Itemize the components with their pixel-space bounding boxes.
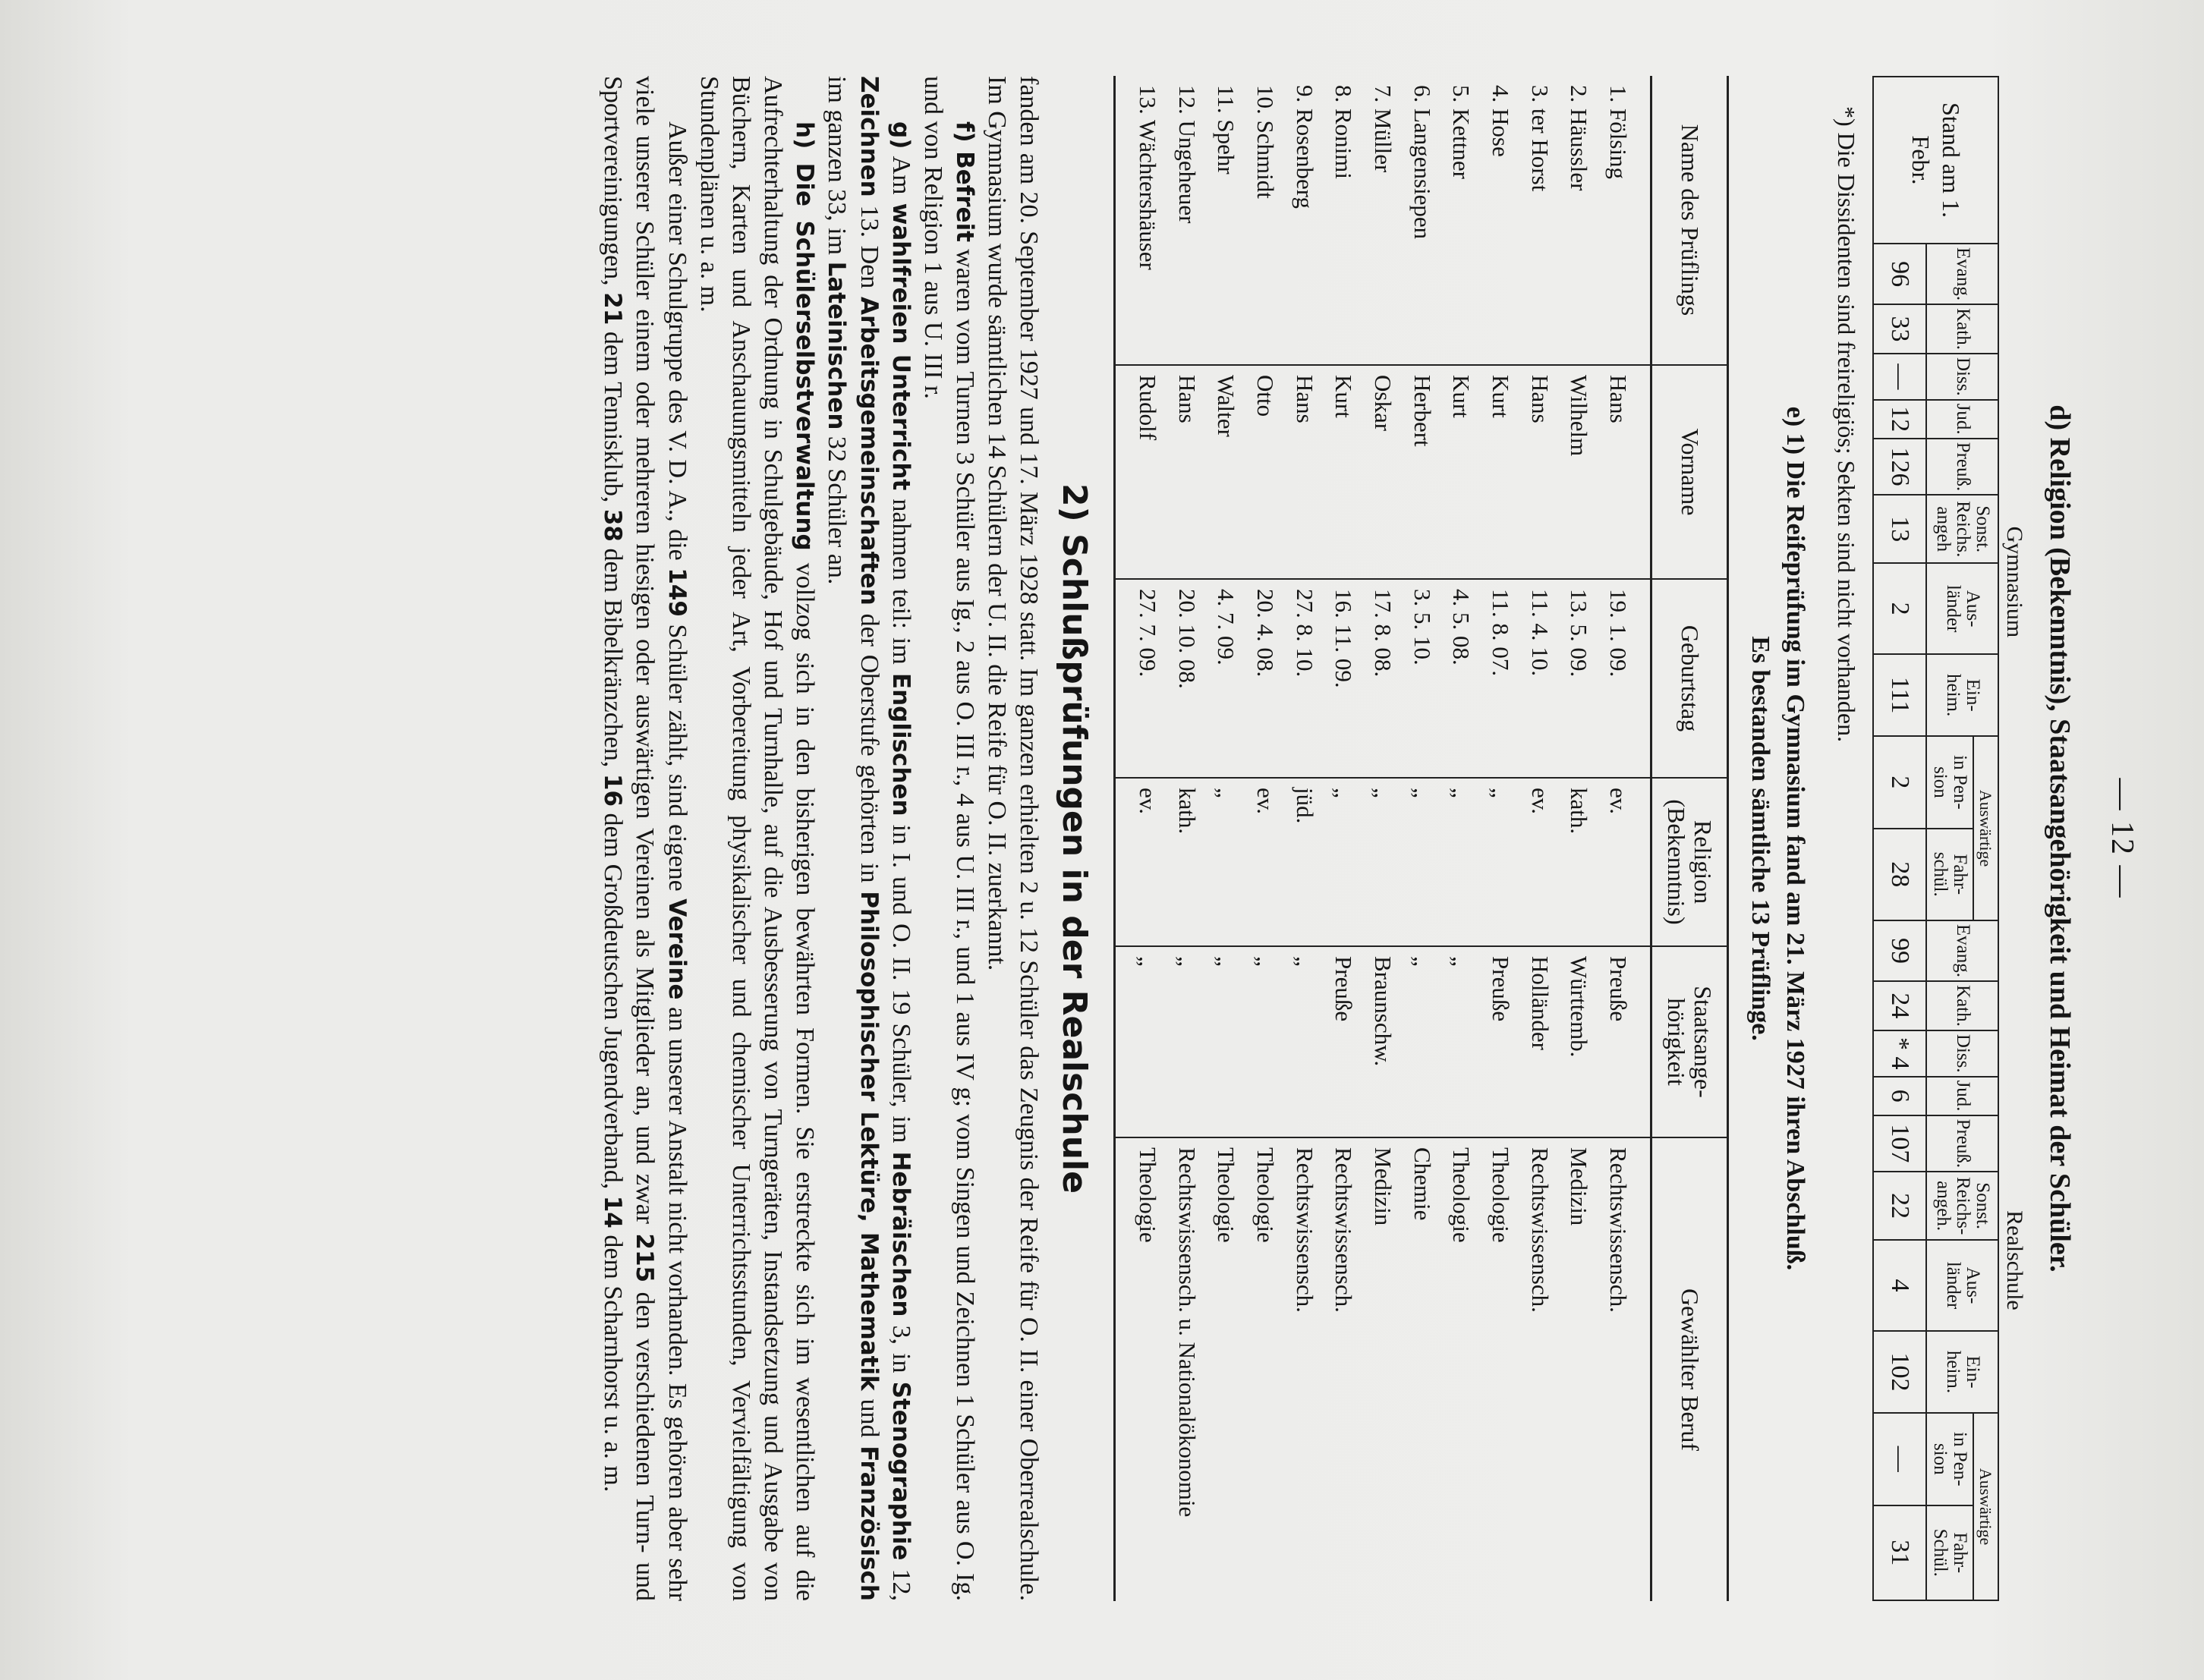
cell-religion: „ bbox=[1363, 778, 1403, 946]
religion-header-row bbox=[1973, 77, 1998, 1600]
real-value: 22 bbox=[1873, 1172, 1926, 1240]
table-row bbox=[1520, 76, 1560, 1601]
section-g-text: 3, in bbox=[886, 1317, 915, 1382]
gym-value: 126 bbox=[1873, 439, 1926, 496]
vereine-count: 215 bbox=[631, 1233, 659, 1283]
cell-vorname: Hans bbox=[1598, 365, 1651, 579]
cell-beruf: Medizin bbox=[1370, 1147, 1397, 1226]
cell-vorname: Oskar bbox=[1363, 365, 1403, 579]
cell-religion: „ bbox=[1403, 778, 1442, 946]
cell-religion: „ bbox=[1324, 778, 1364, 946]
cell-name: 13. Wächtershäuser bbox=[1115, 76, 1167, 365]
section-g-text: Am bbox=[886, 149, 915, 203]
gym-auswaertige-label: Auswärtige bbox=[1973, 736, 1998, 920]
cell-staat: „ bbox=[1167, 946, 1207, 1137]
real-value: 4 bbox=[1873, 1240, 1926, 1331]
wahlfreier-unterricht-label: wahlfreien Unterricht bbox=[886, 203, 915, 491]
real-value: 107 bbox=[1873, 1115, 1926, 1172]
real-header: Evang. bbox=[1926, 920, 1999, 981]
cell-name: 3. ter Horst bbox=[1520, 76, 1560, 365]
religion-values-row bbox=[1873, 77, 1926, 1600]
section-2-title: 2) Schlußprüfungen in der Realschule bbox=[1055, 483, 1094, 1194]
cell-beruf: Theologie bbox=[1135, 1147, 1161, 1243]
real-header: Ein-heim. bbox=[1926, 1331, 1999, 1413]
col-beruf: Gewählter Beruf bbox=[1651, 1137, 1728, 1601]
vereine-text: an unserer Anstalt nicht vorhanden. Es gehören aber sehr viele unserer Schüler einem oder mehreren hiesigen oder auswärtigen Vereinen als Mitglieder an, und zwar bbox=[631, 76, 691, 1601]
vereine-text: dem Tennisklub, bbox=[599, 325, 628, 509]
section-g-text: nahmen teil: im bbox=[886, 490, 915, 673]
table-row bbox=[1598, 76, 1651, 1601]
vereine-text: dem Bibelkränzchen, bbox=[599, 542, 628, 774]
zeichnen-label: Zeichnen bbox=[855, 76, 883, 197]
real-header: Fahr-Schül. bbox=[1926, 1505, 1974, 1601]
cell-geburtstag: 17. 8. 08. bbox=[1363, 579, 1403, 778]
cell-beruf: Chemie bbox=[1409, 1147, 1436, 1221]
cell-staat: „ bbox=[1115, 946, 1167, 1137]
cell-vorname: Hans bbox=[1167, 365, 1207, 579]
real-value: 99 bbox=[1873, 920, 1926, 981]
section-f-label: f) Befreit bbox=[951, 121, 979, 243]
cell-beruf: Rechtswissensch. bbox=[1291, 1147, 1318, 1313]
cell-vorname: Herbert bbox=[1403, 365, 1442, 579]
col-staatsangehoerigkeit: Staatsange-hörigkeit bbox=[1651, 946, 1728, 1137]
section-g-paragraph bbox=[820, 76, 916, 1601]
col-name: Name des Prüflings bbox=[1651, 76, 1728, 365]
cell-geburtstag: 27. 8. 10. bbox=[1285, 579, 1324, 778]
cell-name: 2. Häussler bbox=[1560, 76, 1599, 365]
gym-value: 2 bbox=[1873, 563, 1926, 654]
religion-table bbox=[1872, 76, 2029, 1601]
gym-value: 28 bbox=[1873, 829, 1926, 920]
vereine-text: Schüler zählt, sind eigene bbox=[663, 616, 691, 899]
cell-beruf: Theologie bbox=[1213, 1147, 1240, 1243]
table-row bbox=[1560, 76, 1599, 1601]
cell-geburtstag: 4. 7. 09. bbox=[1207, 579, 1246, 778]
gym-value: 12 bbox=[1873, 400, 1926, 439]
cell-vorname: Wilhelm bbox=[1560, 365, 1599, 579]
section-g-label: g) bbox=[886, 121, 915, 149]
gym-value: — bbox=[1873, 354, 1926, 400]
real-value: * 4 bbox=[1873, 1030, 1926, 1077]
table-row bbox=[1285, 76, 1324, 1601]
gym-header: Sonst. Reichs. angeh bbox=[1926, 495, 1999, 563]
section-e-title-line1: e) 1) Die Reifeprüfung im Gymnasium fand am 21. März 1927 ihren Abschluß. bbox=[1781, 406, 1810, 1271]
cell-staat: „ bbox=[1403, 946, 1442, 1137]
section-e-title bbox=[1743, 76, 1812, 1601]
lateinisch-label: Lateinischen bbox=[823, 261, 851, 430]
table-row bbox=[1115, 76, 1167, 1601]
section-g-text: 13. Den bbox=[855, 197, 883, 297]
real-header: Jud. bbox=[1926, 1077, 1999, 1115]
vereine-label: Vereine bbox=[663, 898, 691, 1000]
vereine-count: 149 bbox=[663, 568, 691, 617]
cell-religion: kath. bbox=[1560, 778, 1599, 946]
cell-name: 4. Hose bbox=[1481, 76, 1520, 365]
gym-header: Preuß. bbox=[1926, 439, 1999, 496]
cell-geburtstag: 19. 1. 09. bbox=[1598, 579, 1651, 778]
cell-geburtstag: 3. 5. 10. bbox=[1403, 579, 1442, 778]
stenographie-label: Stenographie bbox=[886, 1381, 915, 1561]
real-value: 102 bbox=[1873, 1331, 1926, 1413]
section-d-title: d) Religion (Bekenntnis), Staatsangehörigkeit und Heimat der Schüler. bbox=[2044, 404, 2076, 1273]
cell-vorname: Hans bbox=[1520, 365, 1560, 579]
section-h-label: h) Die Schülerselbstverwaltung bbox=[791, 121, 819, 551]
cell-beruf: Theologie bbox=[1252, 1147, 1280, 1243]
cell-staat: Holländer bbox=[1520, 946, 1560, 1137]
table-row bbox=[1167, 76, 1207, 1601]
vereine-text: dem Scharnhorst u. a. m. bbox=[599, 1228, 628, 1493]
cell-geburtstag: 20. 10. 08. bbox=[1167, 579, 1207, 778]
real-value: 6 bbox=[1873, 1077, 1926, 1115]
section-g-text: der Oberstufe gehörten in bbox=[855, 605, 883, 892]
cell-religion: ev. bbox=[1115, 778, 1167, 946]
section-h-paragraph bbox=[693, 76, 821, 1601]
gym-header: in Pen-sion bbox=[1926, 736, 1974, 828]
gym-value: 33 bbox=[1873, 304, 1926, 354]
cell-beruf: Theologie bbox=[1488, 1147, 1515, 1243]
gym-header: Kath. bbox=[1926, 304, 1999, 354]
section-2-text: fanden am 20. September 1927 und 17. März 1928 statt. Im ganzen erhielten 2 u. 12 Schüler das Zeugnis der Reife für O. II. einer Oberrealschule. Im Gymnasium wurde sämtlichen 14 Schülern der U. II. die Reife für O. II. zuerkannt. bbox=[983, 76, 1044, 1601]
section-f-paragraph bbox=[917, 76, 981, 1601]
real-value: — bbox=[1873, 1413, 1926, 1505]
gym-value: 96 bbox=[1873, 244, 1926, 304]
section-e-title-line2: Es bestanden sämtliche 13 Prüflinge. bbox=[1746, 636, 1775, 1041]
section-g-text: im ganzen 33, im bbox=[823, 76, 852, 262]
gym-value: 111 bbox=[1873, 654, 1926, 736]
cell-religion: „ bbox=[1207, 778, 1246, 946]
hebraeisch-label: Hebräischen bbox=[886, 1151, 915, 1317]
table-row bbox=[1245, 76, 1285, 1601]
cell-religion: „ bbox=[1442, 778, 1481, 946]
cell-staat: „ bbox=[1245, 946, 1285, 1137]
vereine-paragraph bbox=[597, 76, 692, 1601]
vereine-count: 14 bbox=[599, 1195, 627, 1229]
cell-name: 10. Schmidt bbox=[1245, 76, 1285, 365]
cell-religion: ev. bbox=[1598, 778, 1651, 946]
col-geburtstag: Geburtstag bbox=[1651, 579, 1728, 778]
cell-beruf: Medizin bbox=[1566, 1147, 1593, 1226]
table-row bbox=[1442, 76, 1481, 1601]
exam-results-table bbox=[1113, 76, 1729, 1601]
cell-beruf: Theologie bbox=[1448, 1147, 1475, 1243]
cell-vorname: Rudolf bbox=[1115, 365, 1167, 579]
cell-geburtstag: 11. 8. 07. bbox=[1481, 579, 1520, 778]
cell-name: 9. Rosenberg bbox=[1285, 76, 1324, 365]
cell-staat: Württemb. bbox=[1560, 946, 1599, 1137]
table-row bbox=[1324, 76, 1364, 1601]
religion-group-row bbox=[1999, 77, 2030, 1600]
gym-header: Diss. bbox=[1926, 354, 1999, 400]
cell-name: 5. Kettner bbox=[1442, 76, 1481, 365]
cell-staat: „ bbox=[1442, 946, 1481, 1137]
cell-geburtstag: 27. 7. 09. bbox=[1115, 579, 1167, 778]
real-value: 31 bbox=[1873, 1505, 1926, 1601]
group-realschule: Realschule bbox=[1999, 920, 2030, 1600]
franzoesisch-label: Französisch bbox=[855, 1446, 883, 1601]
cell-staat: Preuße bbox=[1481, 946, 1520, 1137]
stand-label: Stand am 1. Febr. bbox=[1873, 77, 1998, 244]
cell-religion: ev. bbox=[1520, 778, 1560, 946]
cell-name: 7. Müller bbox=[1363, 76, 1403, 365]
table-row bbox=[1481, 76, 1520, 1601]
cell-name: 6. Langensiepen bbox=[1403, 76, 1442, 365]
cell-geburtstag: 13. 5. 09. bbox=[1560, 579, 1599, 778]
vereine-count: 38 bbox=[599, 508, 627, 542]
page-number: — 12 — bbox=[2105, 778, 2139, 899]
real-header: Diss. bbox=[1926, 1030, 1999, 1077]
real-header: Aus-länder bbox=[1926, 1240, 1999, 1331]
gym-header: Fahr-schül. bbox=[1926, 829, 1974, 920]
group-gymnasium: Gymnasium bbox=[1999, 244, 2030, 920]
cell-staat: Preuße bbox=[1598, 946, 1651, 1137]
arbeitsgemeinschaften-label: Arbeitsgemeinschaften bbox=[855, 297, 883, 606]
cell-vorname: Kurt bbox=[1324, 365, 1364, 579]
cell-vorname: Otto bbox=[1245, 365, 1285, 579]
real-header: Sonst. Reichs-angeh. bbox=[1926, 1172, 1999, 1240]
cell-geburtstag: 4. 5. 08. bbox=[1442, 579, 1481, 778]
cell-name: 11. Spehr bbox=[1207, 76, 1246, 365]
gym-header: Aus-länder bbox=[1926, 563, 1999, 654]
cell-staat: Braunschw. bbox=[1363, 946, 1403, 1137]
cell-name: 1. Fölsing bbox=[1598, 76, 1651, 365]
vereine-text: Außer einer Schulgruppe des V. D. A., die bbox=[663, 121, 691, 568]
col-vorname: Vorname bbox=[1651, 365, 1728, 579]
rotated-document-page bbox=[137, 23, 2171, 1654]
cell-staat: „ bbox=[1285, 946, 1324, 1137]
cell-religion: ev. bbox=[1245, 778, 1285, 946]
cell-beruf: Rechtswissensch. u. Nationalökonomie bbox=[1173, 1147, 1201, 1518]
cell-geburtstag: 20. 4. 08. bbox=[1245, 579, 1285, 778]
cell-religion: jüd. bbox=[1285, 778, 1324, 946]
cell-vorname: Kurt bbox=[1481, 365, 1520, 579]
table-row bbox=[1403, 76, 1442, 1601]
dissidents-footnote: *) Die Dissidenten sind freireligiös; Sekten sind nicht vorhanden. bbox=[1833, 106, 1861, 743]
section-g-text: 32 Schüler an. bbox=[823, 429, 852, 585]
table-row bbox=[1363, 76, 1403, 1601]
vereine-count: 16 bbox=[599, 773, 627, 807]
philosophie-mathematik-label: Philosophischer Lektüre, Mathematik bbox=[855, 891, 883, 1391]
vereine-text: dem Großdeutschen Jugendverband, bbox=[599, 807, 628, 1196]
real-value: 24 bbox=[1873, 981, 1926, 1030]
englisch-label: Englischen bbox=[886, 672, 915, 816]
vereine-text: den verschiedenen Turn- und Sportvereinigungen, bbox=[599, 76, 660, 1602]
vereine-count: 21 bbox=[599, 292, 627, 326]
real-auswaertige-label: Auswärtige bbox=[1973, 1413, 1998, 1600]
gym-header: Ein-heim. bbox=[1926, 654, 1999, 736]
cell-name: 12. Ungeheuer bbox=[1167, 76, 1207, 365]
section-g-text: in I. und O. II. 19 Schüler, im bbox=[886, 816, 915, 1152]
cell-vorname: Kurt bbox=[1442, 365, 1481, 579]
cell-name: 8. Ronimi bbox=[1324, 76, 1364, 365]
cell-staat: Preuße bbox=[1324, 946, 1364, 1137]
section-h-text: vollzog sich in den bisherigen bewährten Formen. Sie erstreckte sich im wesentlichen auf die Aufrechterhaltung der Ordnung in Schulgebäude, Hof und Turnhalle, auf die Ausbesserung von Turngeräten, Instandsetzung und Ausgabe von Büchern, Karten und Anschauungsmitteln jeder Art, Vorbereitung physikalischer und chemischer Unterrichtsstunden, Vervielfältigung von Stundenplänen u. a. m. bbox=[694, 76, 820, 1601]
cell-beruf: Rechtswissensch. bbox=[1526, 1147, 1554, 1313]
cell-religion: „ bbox=[1481, 778, 1520, 946]
section-g-text: 12, bbox=[886, 1560, 915, 1602]
gym-value: 13 bbox=[1873, 495, 1926, 563]
cell-vorname: Hans bbox=[1285, 365, 1324, 579]
section-f-text: waren vom Turnen 3 Schüler aus Ig., 2 aus O. III r., 4 aus U. III r., und 1 aus IV g; vom Singen und Zeichnen 1 Schüler aus O. Ig. und von Religion 1 aus U. III r. bbox=[918, 76, 980, 1601]
real-header: in Pen-sion bbox=[1926, 1413, 1974, 1505]
cell-vorname: Walter bbox=[1207, 365, 1246, 579]
section-g-text: und bbox=[855, 1390, 883, 1446]
cell-religion: kath. bbox=[1167, 778, 1207, 946]
gym-header: Evang. bbox=[1926, 244, 1999, 304]
cell-beruf: Rechtswissensch. bbox=[1605, 1147, 1633, 1313]
gym-value: 2 bbox=[1873, 736, 1926, 828]
cell-geburtstag: 11. 4. 10. bbox=[1520, 579, 1560, 778]
table-row bbox=[1207, 76, 1246, 1601]
cell-staat: „ bbox=[1207, 946, 1246, 1137]
real-header: Preuß. bbox=[1926, 1115, 1999, 1172]
real-header: Kath. bbox=[1926, 981, 1999, 1030]
cell-geburtstag: 16. 11. 09. bbox=[1324, 579, 1364, 778]
cell-beruf: Rechtswissensch. bbox=[1330, 1147, 1358, 1313]
col-religion: Religion (Bekenntnis) bbox=[1651, 778, 1728, 946]
gym-header: Jud. bbox=[1926, 400, 1999, 439]
exam-header-row bbox=[1651, 76, 1728, 1601]
